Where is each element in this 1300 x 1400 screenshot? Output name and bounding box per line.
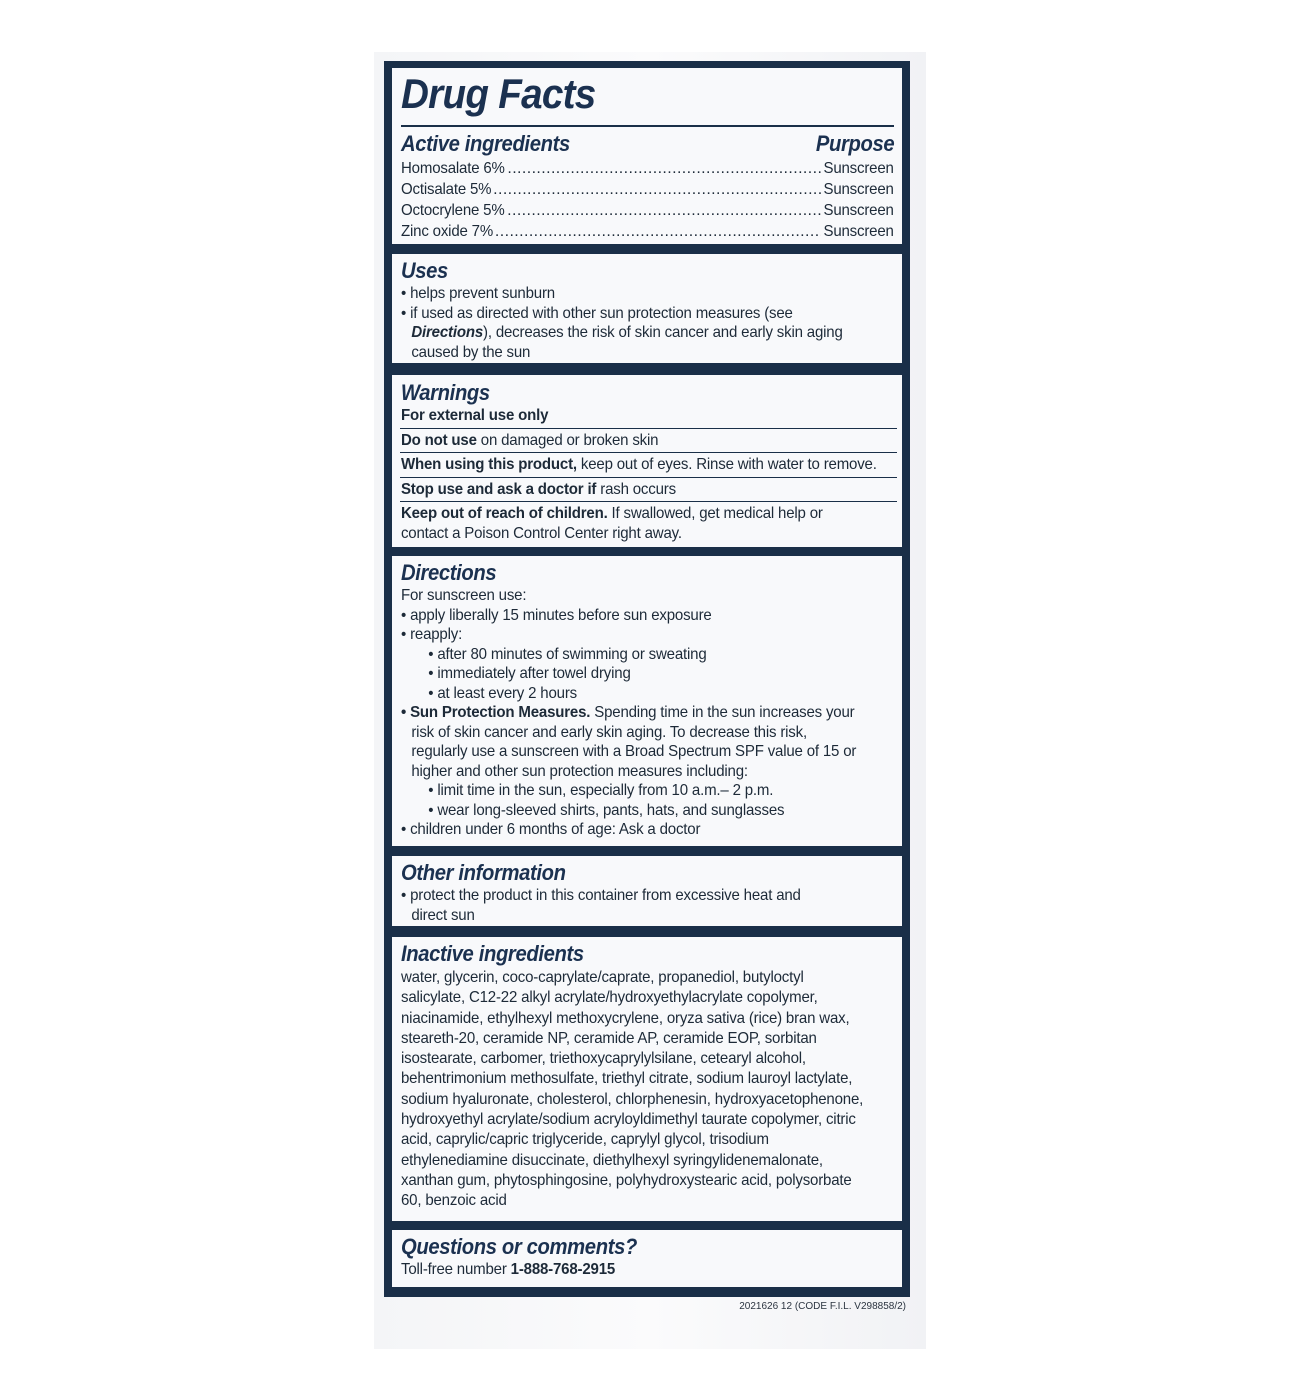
directions-line-12: • wear long-sleeved shirts, pants, hats, and sunglasses — [428, 801, 785, 819]
warning-when-using — [400, 455, 877, 475]
warning-divider-4 — [400, 501, 897, 502]
active-ingredients-list — [401, 158, 894, 242]
active-ingredients-heading: Active ingredients — [401, 131, 570, 156]
warning-divider-2 — [400, 452, 897, 453]
active-ingredient-purpose: Sunscreen — [823, 202, 894, 219]
inactive-ingredients-line: ethylenediamine disuccinate, diethylhexyl syringylidenemalonate, — [401, 1151, 823, 1169]
dot-leader — [493, 179, 821, 200]
toll-free-line — [401, 1260, 864, 1280]
warning-divider-1 — [400, 428, 897, 429]
inactive-ingredients-line: salicylate, C12-22 alkyl acrylate/hydroxyethylacrylate copolymer, — [401, 989, 818, 1007]
inactive-ingredients-line: isostearate, carbomer, triethoxycaprylylsilane, cetearyl alcohol, — [401, 1050, 806, 1068]
warning-do-not-use — [400, 431, 867, 451]
inactive-ingredients-heading: Inactive ingredients — [401, 941, 584, 966]
directions-line-6: • at least every 2 hours — [428, 684, 577, 702]
inactive-ingredients-line: acid, caprylic/capric triglyceride, caprylyl glycol, trisodium — [401, 1131, 769, 1149]
uses-heading: Uses — [401, 258, 448, 283]
sun-protection-label: • Sun Protection Measures. — [401, 704, 591, 721]
active-ingredient-purpose: Sunscreen — [823, 223, 894, 240]
inactive-ingredients-line: sodium hyaluronate, cholesterol, chlorphenesin, hydroxyacetophenone, — [401, 1090, 864, 1108]
active-ingredient-purpose: Sunscreen — [823, 160, 894, 177]
other-information-line-2: direct sun — [411, 906, 475, 924]
purpose-heading: Purpose — [815, 131, 894, 156]
stop-use-text: rash occurs — [596, 480, 676, 498]
inactive-ingredients-line: 60, benzoic acid — [401, 1192, 507, 1210]
inactive-ingredients-line: behentrimonium methosulfate, triethyl citrate, sodium lauroyl lactylate, — [401, 1070, 853, 1088]
active-ingredient-row — [401, 179, 894, 200]
inactive-ingredients-line: water, glycerin, coco-caprylate/caprate, propanediol, butyloctyl — [401, 969, 804, 986]
dot-leader — [495, 221, 821, 242]
warning-keep-out — [400, 504, 867, 524]
when-using-label: When using this product, — [400, 456, 577, 473]
dot-leader — [507, 200, 821, 221]
when-using-text: keep out of eyes. Rinse with water to remove. — [576, 456, 877, 473]
inactive-ingredients-line: xanthan gum, phytosphingosine, polyhydroxystearic acid, polysorbate — [401, 1171, 852, 1189]
directions-line-7 — [401, 703, 864, 723]
do-not-use-label: Do not use — [400, 431, 477, 449]
active-ingredient-row — [401, 221, 894, 242]
inactive-ingredients-line: steareth-20, ceramide NP, ceramide AP, ceramide EOP, sorbitan — [401, 1029, 817, 1047]
questions-heading: Questions or comments? — [401, 1234, 637, 1259]
active-ingredient-row — [401, 200, 894, 221]
stop-use-label: Stop use and ask a doctor if — [400, 480, 597, 498]
keep-out-text: If swallowed, get medical help or — [607, 505, 823, 522]
title-divider — [401, 125, 894, 127]
directions-line-11: • limit time in the sun, especially from 10 a.m.– 2 p.m. — [428, 782, 774, 799]
drug-facts-title: Drug Facts — [401, 70, 596, 117]
drug-facts-panel — [384, 61, 910, 1297]
directions-line-10: higher and other sun protection measures including: — [411, 762, 748, 780]
active-ingredient-name: Octisalate 5% — [401, 181, 492, 198]
warnings-heading: Warnings — [400, 380, 490, 405]
keep-out-label: Keep out of reach of children. — [400, 505, 608, 522]
directions-line-1: For sunscreen use: — [401, 587, 527, 604]
uses-bullet-2-end: caused by the sun — [411, 343, 531, 361]
uses-bullet-2-text: ), decreases the risk of skin cancer and early skin aging — [483, 324, 843, 341]
toll-free-phone[interactable]: 1-888-768-2915 — [510, 1261, 616, 1278]
directions-line-3: • reapply: — [401, 626, 463, 643]
directions-line-8: risk of skin cancer and early skin aging. To decrease this risk, — [411, 723, 807, 741]
directions-line-13: • children under 6 months of age: Ask a doctor — [401, 821, 701, 838]
active-ingredient-row — [401, 158, 894, 179]
directions-line-9: regularly use a sunscreen with a Broad Spectrum SPF value of 15 or — [411, 743, 857, 760]
inactive-ingredients-line: hydroxyethyl acrylate/sodium acryloyldimethyl taurate copolymer, citric — [401, 1111, 856, 1129]
warning-stop-use — [400, 480, 867, 500]
warning-divider-3 — [400, 477, 897, 478]
other-information-heading: Other information — [401, 860, 566, 885]
uses-bullet-1: • helps prevent sunburn — [401, 285, 555, 302]
active-ingredient-name: Zinc oxide 7% — [401, 223, 494, 240]
directions-section — [392, 556, 902, 846]
inactive-ingredients-section — [392, 937, 902, 1221]
directions-line-4: • after 80 minutes of swimming or sweating — [428, 645, 707, 663]
directions-heading: Directions — [401, 560, 497, 585]
active-ingredient-purpose: Sunscreen — [823, 181, 894, 198]
product-code: 2021626 12 (CODE F.I.L. V298858/2) — [739, 1301, 906, 1312]
uses-bullet-2: • if used as directed with other sun protection measures (see — [401, 304, 793, 322]
active-ingredient-name: Octocrylene 5% — [401, 202, 505, 219]
other-information-section — [392, 856, 902, 926]
active-ingredients-section — [392, 68, 902, 244]
toll-free-label: Toll-free number — [401, 1261, 511, 1278]
warning-keep-out-cont: contact a Poison Control Center right away. — [400, 524, 682, 542]
active-header-row — [401, 131, 894, 157]
questions-section — [392, 1230, 902, 1287]
warnings-section — [392, 375, 902, 547]
warning-external-use: For external use only — [400, 407, 549, 424]
sun-protection-text: Spending time in the sun increases your — [590, 704, 855, 721]
do-not-use-text: on damaged or broken skin — [476, 431, 659, 449]
directions-line-2: • apply liberally 15 minutes before sun exposure — [401, 606, 712, 624]
inactive-ingredients-list — [401, 968, 894, 1212]
directions-ref: Directions — [411, 324, 484, 341]
active-ingredient-name: Homosalate 6% — [401, 160, 505, 177]
directions-line-5: • immediately after towel drying — [428, 665, 631, 682]
inactive-ingredients-line: niacinamide, ethylhexyl methoxycrylene, oryza sativa (rice) bran wax, — [401, 1009, 850, 1027]
dot-leader — [507, 158, 821, 179]
uses-bullet-2-cont — [401, 323, 864, 343]
uses-section — [392, 254, 902, 363]
other-information-line-1: • protect the product in this container from excessive heat and — [401, 887, 801, 904]
